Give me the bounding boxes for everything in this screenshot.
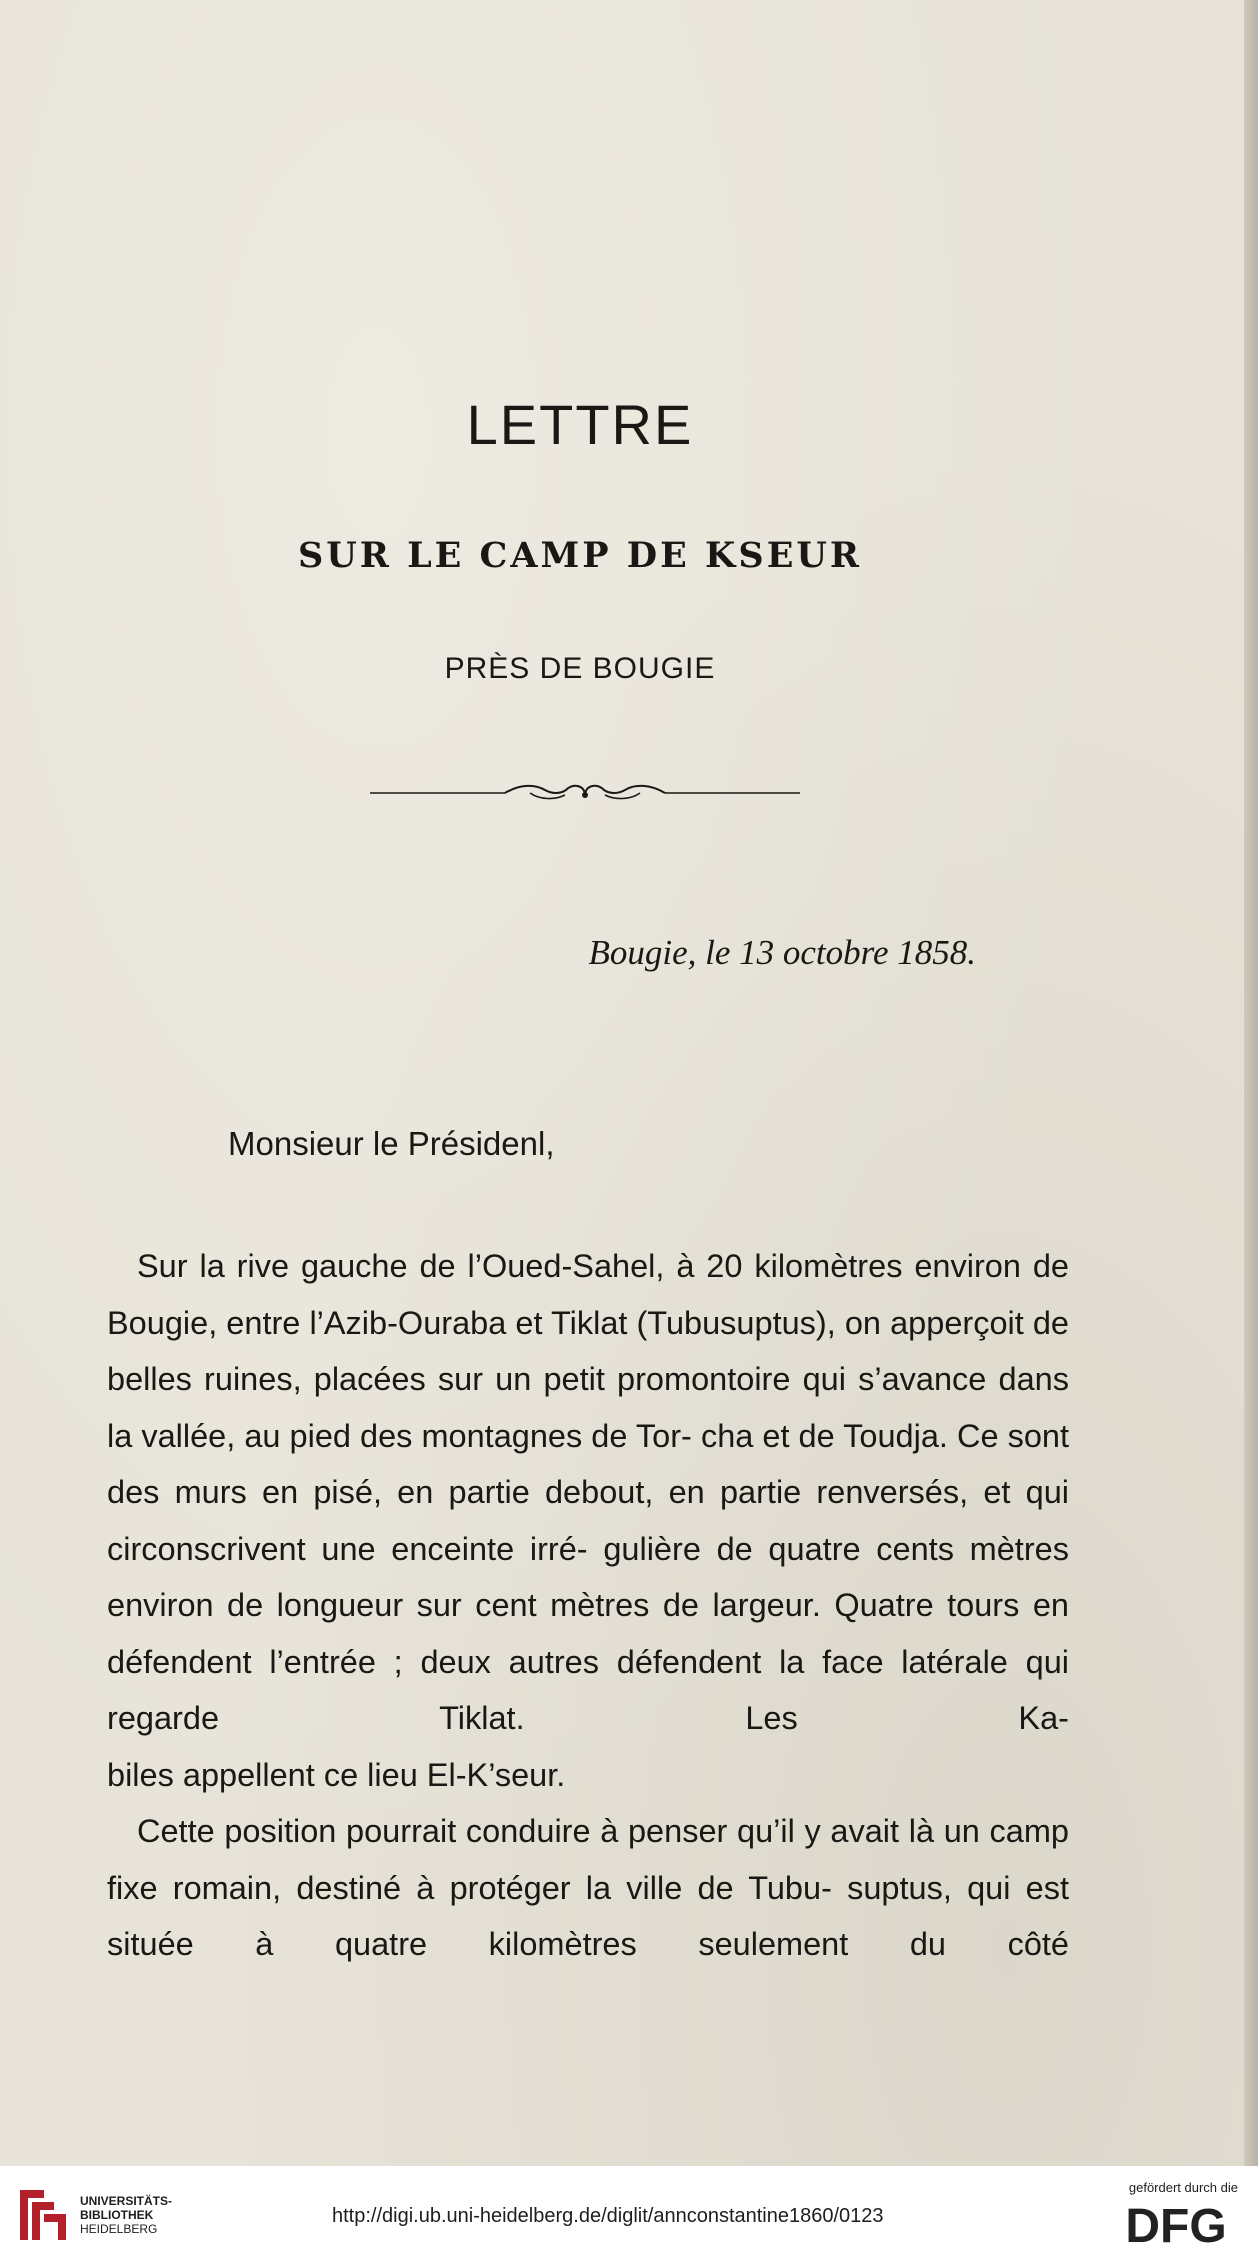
page-title: LETTRE <box>466 393 694 456</box>
salutation <box>228 1125 555 1163</box>
text-line: apperçoit de belles ruines, placées sur un petit promontoire <box>107 1304 1070 1397</box>
salutation-punctuation: l, <box>538 1125 555 1162</box>
text-line: Sur la rive gauche de l’Oued-Sahel, à 20 kilomètres environ <box>137 1248 1021 1284</box>
funder-label: gefördert durch die <box>1128 2180 1238 2195</box>
source-url[interactable]: http://digi.ub.uni-heidelberg.de/diglit/annconstantine1860/0123 <box>332 2205 884 2227</box>
paragraph <box>107 1803 1069 1973</box>
ornament-divider <box>370 778 800 808</box>
text-line: de Bougie, entre l’Azib-Ouraba et Tiklat (Tubusuptus), on <box>107 1248 1070 1341</box>
text-line: en partie renversés, et qui circonscrivent une enceinte irré- <box>107 1474 1069 1567</box>
text-line: un camp fixe romain, destiné à protéger la ville de Tubu- <box>107 1813 1069 1906</box>
text-line: gulière de quatre cents mètres environ de longueur sur cent <box>107 1530 1069 1623</box>
text-line: cha et de Toudja. Ce sont des murs en pisé, en partie debout, <box>107 1417 1069 1510</box>
text-line: biles appellent ce lieu El-K’seur. <box>107 1756 566 1793</box>
text-line: Cette position pourrait conduire à penser qu’il y avait là <box>137 1813 935 1849</box>
dfg-logo-text: DFG <box>1125 2200 1227 2248</box>
university-library-logo-icon <box>14 2184 72 2246</box>
library-name-line: UNIVERSITÄTS- <box>80 2194 173 2208</box>
secondary-subtitle: PRÈS DE BOUGIE <box>444 652 716 685</box>
library-name <box>80 2194 172 2236</box>
body-text <box>107 1238 1069 1973</box>
text-line: mètres de largeur. Quatre tours en défendent l’entrée ; deux <box>107 1587 1069 1680</box>
library-name-line: BIBLIOTHEK <box>80 2208 154 2222</box>
paragraph <box>107 1238 1069 1747</box>
digitization-footer <box>0 2166 1258 2259</box>
page-edge <box>1244 0 1258 2166</box>
text-line: qui s’avance dans la vallée, au pied des montagnes de Tor- <box>107 1361 1069 1454</box>
text-line: autres défendent la face latérale qui regarde Tiklat. Les Ka- <box>107 1643 1069 1736</box>
salutation-text: Monsieur le Présiden <box>228 1125 538 1162</box>
paragraph-last-line <box>107 1747 1069 1804</box>
subtitle: SUR LE CAMP DE KSEUR <box>298 535 862 576</box>
text-line: suptus, qui est située à quatre kilomètres seulement du côté <box>107 1869 1069 1962</box>
dfg-logo-icon <box>1116 2200 1236 2248</box>
dateline: Bougie, le 13 octobre 1858. <box>588 933 976 972</box>
library-name-line: HEIDELBERG <box>80 2222 158 2236</box>
